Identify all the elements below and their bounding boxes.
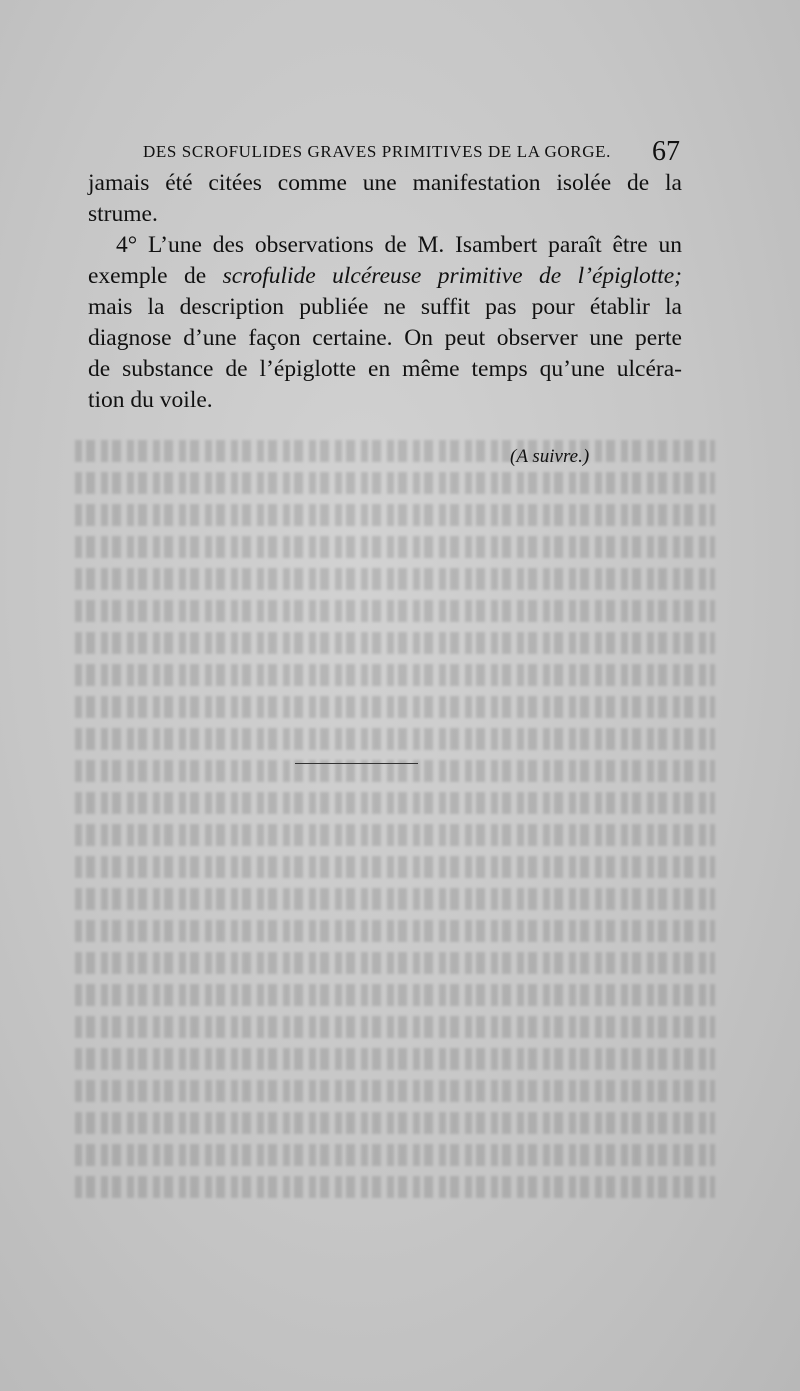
text-line: jamais été citées comme une manifestation isolée de la bbox=[88, 170, 682, 196]
text-line: diagnose d’une façon certaine. On peut observer une perte bbox=[88, 325, 682, 351]
text-line: 4° L’une des observations de M. Isambert paraît être un bbox=[116, 232, 682, 258]
text-run: exemple de bbox=[88, 263, 223, 289]
page-header bbox=[143, 138, 683, 168]
section-divider bbox=[295, 763, 418, 764]
running-title: DES SCROFULIDES GRAVES PRIMITIVES DE LA GORGE. bbox=[143, 142, 611, 161]
text-line bbox=[88, 261, 682, 292]
body-text bbox=[88, 168, 682, 416]
text-line: strume. bbox=[88, 201, 158, 227]
text-line: tion du voile. bbox=[88, 387, 213, 413]
continued-note: (A suivre.) bbox=[510, 446, 590, 467]
show-through-from-reverse-page bbox=[75, 440, 715, 1230]
text-line: de substance de l’épiglotte en même temps qu’une ulcéra- bbox=[88, 356, 682, 382]
page-number: 67 bbox=[652, 136, 680, 167]
italic-term: scrofulide ulcéreuse primitive de l’épiglotte; bbox=[222, 263, 683, 289]
text-line: mais la description publiée ne suffit pas pour établir la bbox=[88, 294, 682, 320]
